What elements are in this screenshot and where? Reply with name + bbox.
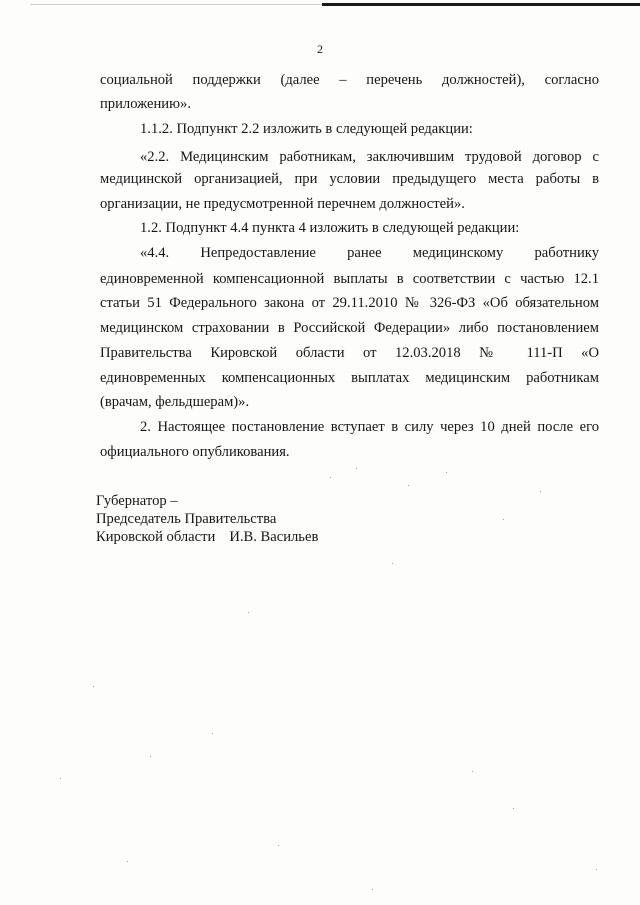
signature-title-2: Председатель Правительства — [96, 511, 277, 527]
text-line-13: единовременных компенсационных выплатах медицинским работникам — [100, 370, 599, 386]
text-line-15: 2. Настоящее постановление вступает в силу через 10 дней после его — [140, 419, 599, 435]
signature-title-1: Губернатор – — [96, 493, 178, 509]
scan-speck — [503, 519, 504, 520]
scan-speck — [596, 869, 597, 870]
text-line-2: приложению». — [100, 96, 191, 112]
scan-speck — [446, 472, 447, 473]
signatory-name: И.В. Васильев — [229, 529, 319, 545]
text-line-16: официального опубликования. — [100, 444, 290, 460]
scan-speck — [278, 845, 279, 846]
scan-edge-mark — [322, 3, 640, 6]
text-line-1: социальной поддержки (далее – перечень должностей), согласно — [100, 72, 599, 88]
text-line-6: организации, не предусмотренной перечнем должностей». — [100, 196, 465, 212]
scan-speck — [540, 491, 541, 492]
text-line-14: (врачам, фельдшерам)». — [100, 394, 250, 410]
scan-speck — [248, 612, 249, 613]
scan-speck — [513, 808, 514, 809]
text-line-4: «2.2. Медицинским работникам, заключившим трудовой договор с — [140, 149, 599, 165]
text-line-7: 1.2. Подпункт 4.4 пункта 4 изложить в следующей редакции: — [140, 220, 520, 236]
text-line-10: статьи 51 Федерального закона от 29.11.2010 № 326-ФЗ «Об обязательном — [100, 295, 599, 311]
scan-speck — [408, 485, 409, 486]
scan-speck — [60, 778, 61, 779]
scan-speck — [356, 468, 357, 469]
scan-speck — [472, 771, 473, 772]
scan-speck — [372, 889, 373, 890]
text-line-12: Правительства Кировской области от 12.03.2018 № 111-П «О — [100, 345, 599, 361]
signature-block — [96, 529, 318, 546]
page-number: 2 — [317, 42, 323, 56]
text-line-8: «4.4. Непредоставление ранее медицинскому работнику — [140, 245, 599, 261]
scan-speck — [150, 756, 151, 757]
signature-title-3: Кировской области — [96, 529, 216, 545]
scan-speck — [392, 563, 393, 564]
scan-edge-line — [30, 4, 322, 5]
scan-speck — [212, 733, 213, 734]
text-line-5: медицинской организацией, при условии предыдущего места работы в — [100, 171, 599, 187]
text-line-11: медицинском страховании в Российской Федерации» либо постановлением — [100, 320, 599, 336]
text-line-3: 1.1.2. Подпункт 2.2 изложить в следующей редакции: — [140, 121, 473, 137]
text-line-9: единовременной компенсационной выплаты в соответствии с частью 12.1 — [100, 271, 599, 287]
scan-speck — [127, 861, 128, 862]
scan-speck — [330, 477, 331, 478]
scan-speck — [93, 686, 94, 687]
